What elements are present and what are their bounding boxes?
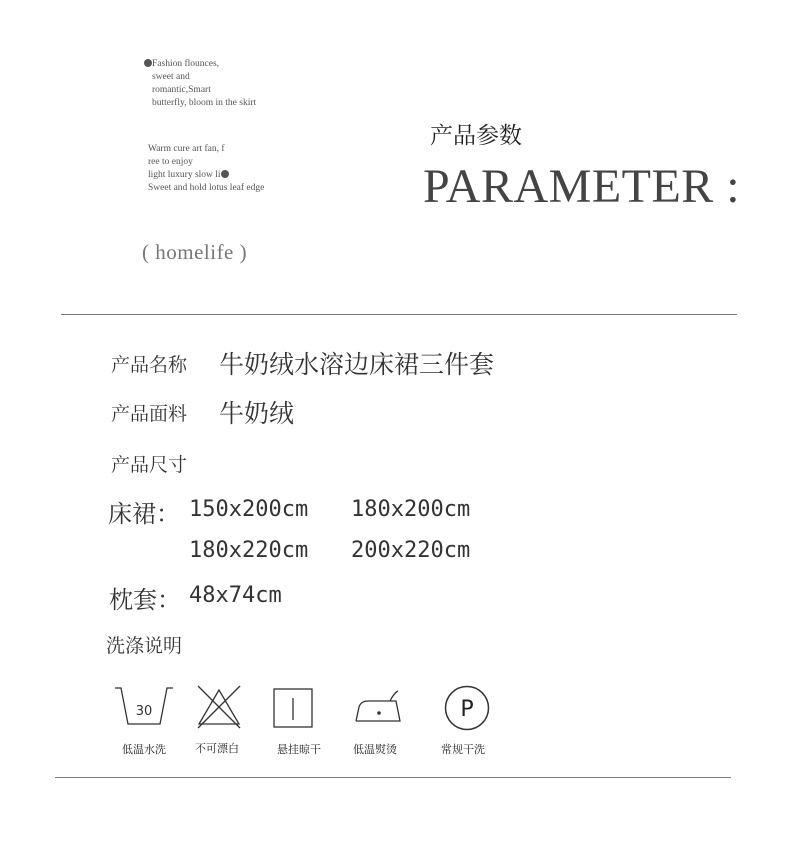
bedskirt-size: 200x220cm	[351, 538, 471, 563]
homelife-tag: ( homelife )	[142, 240, 248, 264]
bullet-dot-icon	[221, 170, 229, 178]
bedskirt-size: 180x220cm	[189, 538, 309, 563]
blurb-line: Warm cure art fan, f	[148, 144, 225, 154]
dry-clean-letter: P	[460, 697, 474, 722]
blurb-line: ree to enjoy	[148, 157, 193, 167]
page-title-en: PARAMETER :	[423, 160, 741, 213]
wash-30-icon	[113, 686, 175, 728]
name-value: 牛奶绒水溶边床裙三件套	[219, 350, 495, 379]
care-label: 常规干洗	[441, 743, 485, 756]
bedskirt-size: 150x200cm	[189, 497, 309, 522]
hang-dry-icon	[273, 688, 315, 730]
blurb-line: light luxury slow li	[148, 169, 264, 182]
pillow-label: 枕套：	[109, 586, 181, 614]
divider-bottom	[55, 777, 731, 778]
blurb-bottom	[148, 143, 264, 195]
divider-top	[61, 314, 737, 315]
fabric-label: 产品面料	[111, 403, 188, 425]
dry-clean-icon	[443, 684, 491, 732]
bullet-dot-icon	[144, 59, 152, 67]
care-title: 洗涤说明	[106, 635, 183, 657]
name-label: 产品名称	[111, 354, 188, 376]
blurb-line: romantic,Smart	[152, 85, 211, 95]
bedskirt-size: 180x200cm	[351, 497, 471, 522]
wash-temp-text: 30	[135, 704, 153, 719]
blurb-line: Sweet and hold lotus leaf edge	[148, 183, 265, 193]
blurb-line: Fashion flounces,	[144, 58, 256, 71]
care-label: 悬挂晾干	[277, 743, 321, 756]
blurb-line: sweet and	[152, 72, 190, 82]
size-label: 产品尺寸	[111, 454, 188, 476]
blurb-line: butterfly, bloom in the skirt	[152, 98, 257, 108]
pillow-size: 48x74cm	[189, 583, 282, 608]
low-iron-icon	[354, 689, 402, 725]
care-label: 低温水洗	[122, 743, 166, 756]
care-label: 低温熨烫	[353, 743, 397, 756]
no-bleach-icon	[195, 684, 243, 730]
page-title-cn: 产品参数	[430, 123, 522, 149]
bedskirt-label: 床裙：	[108, 500, 180, 528]
care-label: 不可漂白	[195, 742, 239, 755]
fabric-value: 牛奶绒	[219, 399, 295, 428]
blurb-top	[144, 58, 256, 110]
